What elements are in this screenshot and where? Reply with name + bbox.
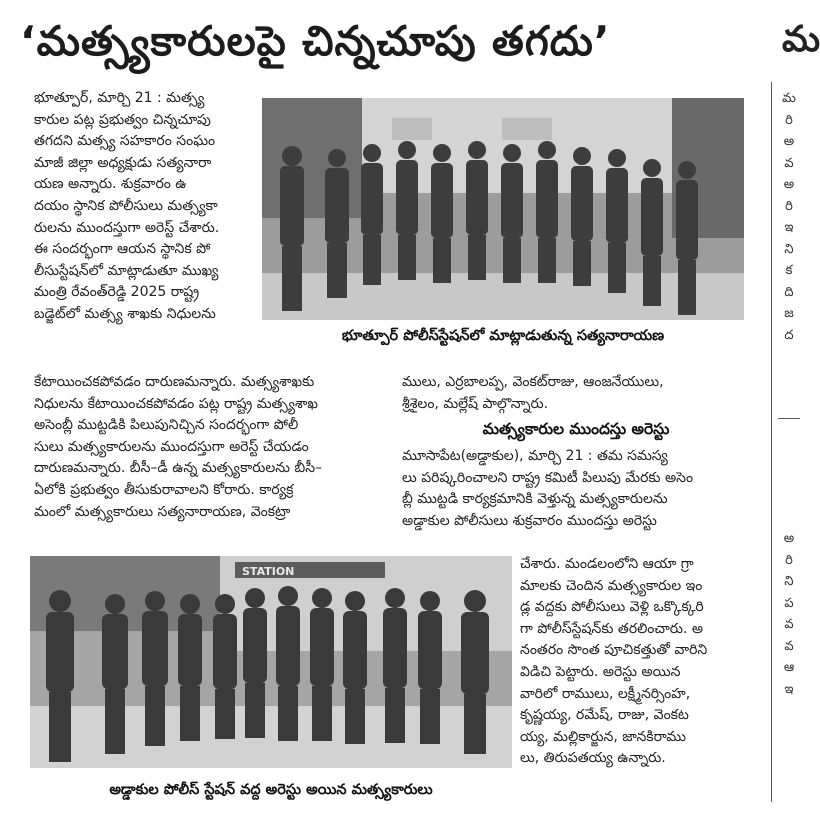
- story1-bottom-text: [34, 372, 394, 523]
- story1-photo: [262, 98, 744, 320]
- text-fragment: రి: [785, 552, 793, 568]
- text-line: కారుల పట్ల ప్రభుత్వం చిన్నచూపు: [34, 111, 211, 128]
- text-fragment: ఇ: [784, 220, 794, 235]
- text-line: వారిలో రాములు, లక్ష్మీనర్సింహ,: [520, 685, 691, 702]
- text-line: విడిచి పెట్టారు. అరెస్టు అయిన: [520, 663, 681, 680]
- story2-subheading: మత్స్యకారుల ముందస్తు అరెస్టు: [482, 420, 670, 438]
- text-line: బడ్జెట్‌లో మత్స్య శాఖకు నిధులను: [34, 305, 216, 322]
- text-line: లీసుస్టేషన్‌లో మాట్లాడుతూ ముఖ్య: [34, 262, 219, 279]
- text-fragment: రి: [785, 198, 793, 214]
- text-line: మాలకు చెందిన మత్స్యకారుల ఇం: [520, 577, 703, 594]
- text-fragment: మ: [782, 91, 796, 106]
- text-line: మూసాపేట(అడ్డాకుల), మార్చి 21 : తమ సమస్య: [402, 448, 668, 464]
- text-line: రులను ముందస్తుగా అరెస్ట్ చేశారు.: [34, 219, 220, 236]
- story1-top-text: [34, 88, 256, 326]
- text-fragment: జ: [784, 306, 794, 321]
- text-fragment: ది: [784, 284, 794, 300]
- text-line: శ్రీశైలం, మల్లేష్ పాల్గొన్నారు.: [402, 395, 549, 412]
- text-line: బ్లీ ముట్టడి కార్యక్రమానికి వెళ్తున్న మత్స్యకారులను: [402, 491, 668, 508]
- text-line: అడ్డాకుల పోలీసులు శుక్రవారం ముందస్తు అరెస్టు: [402, 512, 657, 529]
- text-fragment: ని: [784, 241, 794, 257]
- text-line: భూత్పూర్, మార్చి 21 : మత్స్య: [34, 90, 205, 106]
- text-line: ఏలోకి ప్రభుత్వం తీసుకురావాలని కోరారు. కార్యక్ర: [34, 481, 294, 498]
- text-fragment: వ: [784, 617, 794, 632]
- adjacent-column-rule: [778, 418, 800, 419]
- story1-photo-caption: భూత్పూర్ పోలీస్‌స్టేషన్‌లో మాట్లాడుతున్న సత్యనారాయణ: [341, 328, 665, 344]
- text-line: గా పోలీస్‌స్టేషన్‌కు తరలించారు. అ: [520, 620, 704, 637]
- story1-continuation: [402, 372, 750, 415]
- story2-top-text: [402, 446, 752, 532]
- text-line: డ్ల వద్దకు పోలీసులు వెళ్లి ఒక్కొక్కరి: [520, 599, 704, 616]
- text-fragment: ని: [784, 574, 794, 589]
- text-line: కృష్ణయ్య, రమేష్, రాజు, వెంకట: [520, 707, 689, 724]
- text-line: యణ అన్నారు. శుక్రవారం ఉ: [34, 176, 187, 193]
- text-fragment: అ: [783, 177, 795, 192]
- column-divider: [771, 82, 772, 802]
- text-line: నిధులను కేటాయించకపోవడం పట్ల రాష్ట్ర మత్స్యశాఖ: [34, 395, 318, 412]
- station-sign-text: STATION: [242, 565, 295, 578]
- text-line: దయం స్థానిక పోలీసులు మత్స్యకా: [34, 197, 218, 214]
- arrested-fishermen-photo: [30, 556, 512, 768]
- adjacent-column-bottom: [778, 528, 800, 700]
- text-fragment: అ: [783, 134, 795, 149]
- adjacent-headline-fragment: మ: [782, 19, 820, 60]
- text-line: కేటాయించకపోవడం దారుణమన్నారు. మత్స్యశాఖకు: [34, 374, 315, 390]
- text-line: య్య, మల్లికార్జున, జానకిరాము: [520, 728, 686, 745]
- text-line: అసెంబ్లీ ముట్టడికి పిలుపునిచ్చిన సందర్భంగా పోలీ: [34, 417, 299, 434]
- text-fragment: క: [785, 263, 793, 278]
- text-line: దారుణమన్నారు. బీసీ–డీ ఉన్న మత్స్యకారులను బీసీ–: [34, 460, 323, 477]
- text-fragment: ద: [784, 327, 794, 343]
- text-line: సులు మత్స్యకారులను ముందస్తుగా అరెస్ట్ చేయడం: [34, 438, 309, 455]
- text-line: నంతరం సొంత పూచికత్తుతో వారిని: [520, 642, 708, 659]
- text-fragment: రి: [785, 112, 793, 128]
- text-line: లు పరిష్కరించాలని రాష్ట్ర కమిటీ పిలుపు మేరకు అసెం: [402, 469, 694, 486]
- text-fragment: వ: [784, 155, 794, 171]
- headline: ‘మత్స్యకారులపై చిన్నచూపు తగదు’: [20, 17, 611, 65]
- text-line: తగదని మత్స్య సహకారం సంఘం: [34, 133, 216, 150]
- text-line: ఈ సందర్భంగా ఆయన స్థానిక పో: [34, 241, 211, 258]
- text-line: మంలో మత్స్యకారులు సత్యనారాయణ, వెంకట్రా: [34, 503, 291, 520]
- adjacent-column-top: [778, 88, 800, 346]
- story2-photo: [30, 556, 512, 768]
- text-line: ములు, ఎర్రబాలప్ప, వెంకట్‌రాజు, ఆంజనేయులు,: [402, 374, 664, 390]
- text-fragment: అ: [783, 531, 795, 546]
- text-fragment: ఇ: [784, 681, 794, 697]
- text-line: మంత్రి రేవంత్‌రెడ్డి 2025 రాష్ట్ర: [34, 284, 200, 301]
- text-line: చేశారు. మండలంలోని ఆయా గ్రా: [520, 556, 694, 572]
- text-fragment: ఆ: [783, 660, 795, 675]
- text-fragment: ప: [784, 595, 794, 611]
- text-fragment: వ: [784, 638, 794, 654]
- text-line: మాజీ జిల్లా అధ్యక్షుడు సత్యనారా: [34, 154, 212, 171]
- story2-photo-caption: అడ్డాకుల పోలీస్ స్టేషన్ వద్ద అరెస్టు అయిన మత్స్యకారులు: [109, 782, 433, 798]
- police-station-group-photo: [262, 98, 744, 320]
- text-line: లు, తిరుపతయ్య ఉన్నారు.: [520, 750, 666, 767]
- story2-side-text: [520, 554, 752, 770]
